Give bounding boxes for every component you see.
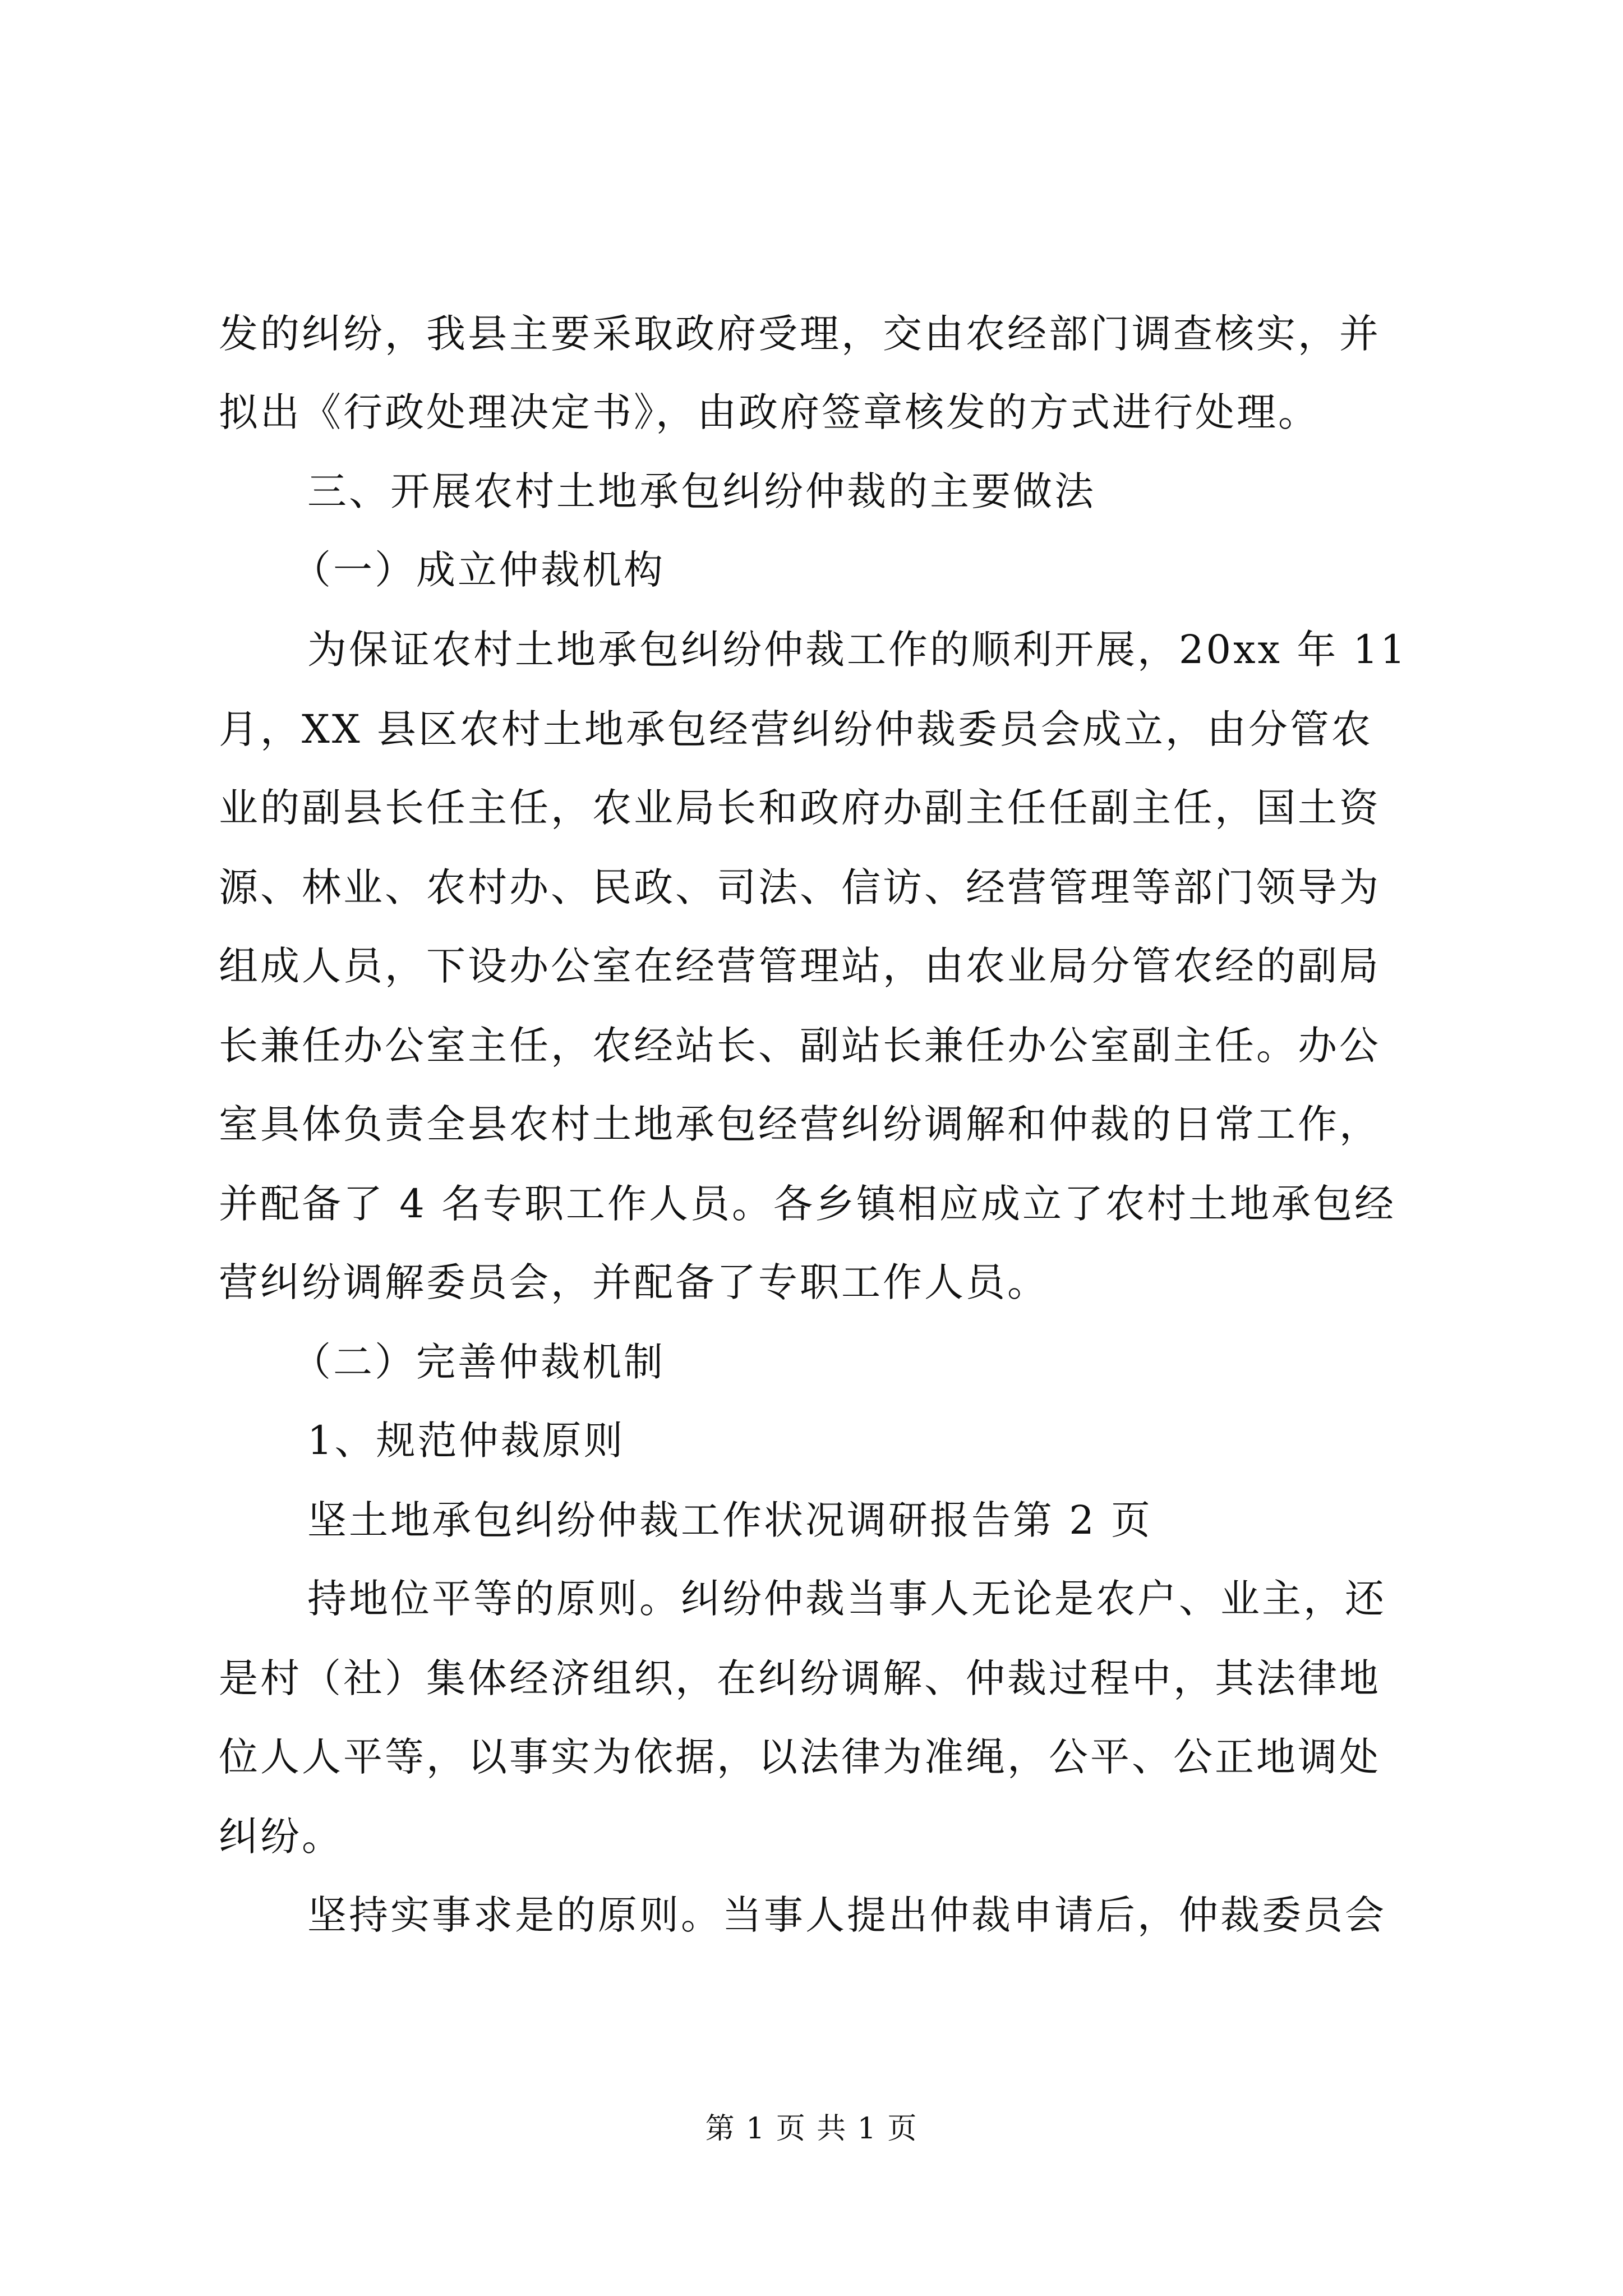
paragraph-line: 发的纠纷，我县主要采取政府受理，交由农经部门调查核实，并 <box>219 311 1381 357</box>
paragraph-line: 坚持实事求是的原则。当事人提出仲裁申请后，仲裁委员会 <box>307 1892 1386 1938</box>
paragraph-line: 是村（社）集体经济组织，在纠纷调解、仲裁过程中，其法律地 <box>219 1655 1381 1701</box>
subsection-heading: （二）完善仲裁机制 <box>292 1339 665 1385</box>
paragraph-line: 月，XX 县区农村土地承包经营纠纷仲裁委员会成立，由分管农 <box>219 706 1373 752</box>
subsection-heading: （一）成立仲裁机构 <box>292 547 665 593</box>
paragraph-line: 营纠纷调解委员会，并配备了专职工作人员。 <box>219 1259 1049 1305</box>
paragraph-line: 拟出《行政处理决定书》，由政府签章核发的方式进行处理。 <box>219 389 1320 435</box>
paragraph-line: 位人人平等，以事实为依据，以法律为准绳，公平、公正地调处 <box>219 1734 1381 1780</box>
section-heading: 三、开展农村土地承包纠纷仲裁的主要做法 <box>307 468 1096 514</box>
paragraph-line: 持地位平等的原则。纠纷仲裁当事人无论是农户、业主，还 <box>307 1576 1386 1622</box>
page-footer: 第 1 页 共 1 页 <box>705 2112 918 2146</box>
paragraph-line: 并配备了 4 名专职工作人员。各乡镇相应成立了农村土地承包经 <box>219 1181 1396 1227</box>
paragraph-line: 业的副县长任主任，农业局长和政府办副主任任副主任，国土资 <box>219 785 1381 831</box>
paragraph-line: 源、林业、农村办、民政、司法、信访、经营管理等部门领导为 <box>219 864 1381 910</box>
paragraph-line: 室具体负责全县农村土地承包经营纠纷调解和仲裁的日常工作， <box>219 1101 1381 1147</box>
running-title-line: 坚土地承包纠纷仲裁工作状况调研报告第 2 页 <box>307 1497 1153 1543</box>
item-heading: 1、规范仲裁原则 <box>307 1418 625 1464</box>
paragraph-line: 组成人员，下设办公室在经营管理站，由农业局分管农经的副局 <box>219 943 1381 989</box>
paragraph-line: 长兼任办公室主任，农经站长、副站长兼任办公室副主任。办公 <box>219 1023 1381 1069</box>
paragraph-line: 纠纷。 <box>219 1814 343 1860</box>
paragraph-line: 为保证农村土地承包纠纷仲裁工作的顺利开展，20xx 年 11 <box>307 627 1408 673</box>
